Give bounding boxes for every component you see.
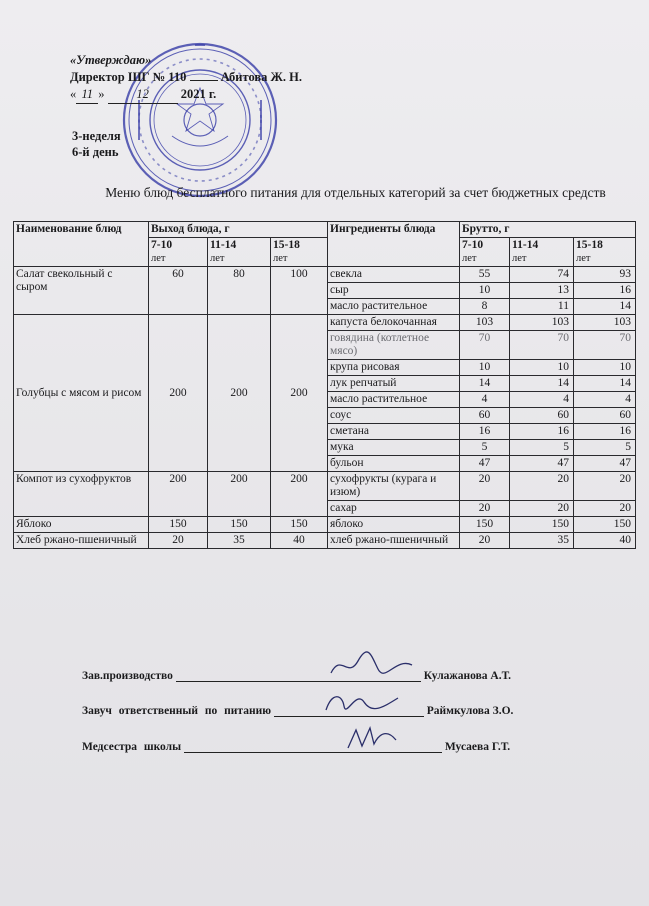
menu-body [14,267,636,549]
dish-output: 200 [149,315,208,472]
dish-output: 200 [208,472,271,517]
ingredient-brutto: 4 [460,392,510,408]
approval-year: 2021 г. [180,87,217,101]
table-row [14,315,636,331]
ingredient-name: яблоко [328,517,460,533]
handwritten-signature [322,686,402,716]
dish-output: 60 [149,267,208,315]
ingredient-brutto: 5 [510,440,574,456]
ingredient-name: масло растительное [328,392,460,408]
ingredient-brutto: 150 [574,517,636,533]
ingredient-brutto: 103 [510,315,574,331]
dish-name: Салат свекольный с сыром [14,267,149,315]
ingredient-brutto: 150 [460,517,510,533]
dish-output: 150 [208,517,271,533]
schedule-block [72,128,121,160]
age-11-14: 11-14 лет [208,238,271,267]
dish-output: 150 [149,517,208,533]
age-15-18: 15-18 лет [271,238,328,267]
approval-month: 12 [108,86,178,104]
day-label: 6-й день [72,145,119,159]
ingredient-brutto: 14 [574,376,636,392]
header-brutto: Брутто, г [460,222,636,238]
dish-output: 200 [271,472,328,517]
signature-role: Медсестра школы [82,741,182,753]
ingredient-name: сухофрукты (курага и изюм) [328,472,460,501]
week-label: 3-неделя [72,129,121,143]
dish-output: 200 [271,315,328,472]
ingredient-brutto: 14 [574,299,636,315]
ingredient-brutto: 20 [574,501,636,517]
dish-output: 200 [208,315,271,472]
ingredient-name: свекла [328,267,460,283]
ingredient-name: крупа рисовая [328,360,460,376]
ingredient-brutto: 5 [460,440,510,456]
age-7-10: 7-10 лет [149,238,208,267]
table-row [14,517,636,533]
dish-name: Яблоко [14,517,149,533]
signature-line-production [82,669,511,682]
ingredient-brutto: 16 [574,424,636,440]
director-prefix: Директор [70,70,125,84]
ingredient-brutto: 10 [510,360,574,376]
ingredient-brutto: 60 [510,408,574,424]
director-signature-line [190,80,218,81]
ingredient-name: сыр [328,283,460,299]
brutto-age-7-10: 7-10 лет [460,238,510,267]
ingredient-brutto: 60 [574,408,636,424]
ingredient-brutto: 20 [460,501,510,517]
signature-role: Зав.производство [82,670,173,682]
header-dish: Наименование блюд [14,222,149,267]
brutto-age-15-18: 15-18 лет [574,238,636,267]
ingredient-brutto: 20 [510,501,574,517]
ingredient-name: мука [328,440,460,456]
ingredient-name: хлеб ржано-пшеничный [328,533,460,549]
ingredient-brutto: 20 [510,472,574,501]
ingredient-brutto: 10 [574,360,636,376]
ingredient-brutto: 93 [574,267,636,283]
ingredient-brutto: 60 [460,408,510,424]
ingredient-brutto: 40 [574,533,636,549]
ingredient-name: соус [328,408,460,424]
dish-output: 100 [271,267,328,315]
ingredient-brutto: 70 [574,331,636,360]
approval-day: 11 [76,86,98,104]
dish-output: 20 [149,533,208,549]
signature-blank [184,740,442,753]
ingredient-brutto: 11 [510,299,574,315]
ingredient-brutto: 70 [460,331,510,360]
ingredient-brutto: 47 [510,456,574,472]
dish-output: 150 [271,517,328,533]
signature-name: Кулажанова А.Т. [423,670,511,682]
ingredient-name: масло растительное [328,299,460,315]
ingredient-brutto: 5 [574,440,636,456]
brutto-age-11-14: 11-14 лет [510,238,574,267]
ingredient-brutto: 16 [510,424,574,440]
table-row [14,472,636,501]
ingredient-brutto: 10 [460,360,510,376]
signature-line-deputy [82,704,513,717]
ingredient-name: сахар [328,501,460,517]
ingredient-brutto: 13 [510,283,574,299]
ingredient-brutto: 8 [460,299,510,315]
dish-output: 40 [271,533,328,549]
director-name: Абитова Ж. Н. [220,70,302,84]
signature-role: Завуч ответственный по питанию [82,705,271,717]
ingredient-name: бульон [328,456,460,472]
ingredient-brutto: 20 [460,533,510,549]
ingredient-brutto: 4 [574,392,636,408]
ingredient-brutto: 14 [510,376,574,392]
ingredient-name: сметана [328,424,460,440]
signature-blank [274,704,424,717]
dish-output: 35 [208,533,271,549]
ingredient-brutto: 47 [460,456,510,472]
ingredient-brutto: 150 [510,517,574,533]
ingredient-name: лук репчатый [328,376,460,392]
table-row [14,533,636,549]
ingredient-name: капуста белокочанная [328,315,460,331]
header-ingredients: Ингредиенты блюда [328,222,460,267]
ingredient-brutto: 20 [574,472,636,501]
menu-table [13,221,636,549]
document-title: Меню блюд бесплатного питания для отдельных категорий за счет бюджетных средств [105,185,606,200]
ingredient-brutto: 103 [460,315,510,331]
dish-name: Компот из сухофруктов [14,472,149,517]
ingredient-brutto: 103 [574,315,636,331]
approval-block: «Утверждаю» Директор ШГ № 110 Абитова Ж. Н. « 11 » 12 2021 г. [70,52,302,104]
ingredient-name: говядина (котлетное мясо) [328,331,460,360]
ingredient-brutto: 14 [460,376,510,392]
ingredient-brutto: 16 [574,283,636,299]
dish-name: Хлеб ржано-пшеничный [14,533,149,549]
ingredient-brutto: 55 [460,267,510,283]
handwritten-signature [344,722,404,752]
dish-output: 200 [149,472,208,517]
ingredient-brutto: 16 [460,424,510,440]
header-row [14,222,636,238]
dish-name: Голубцы с мясом и рисом [14,315,149,472]
header-output: Выход блюда, г [149,222,328,238]
ingredient-brutto: 10 [460,283,510,299]
signature-line-nurse [82,740,510,753]
approval-heading: «Утверждаю» [70,53,152,67]
ingredient-brutto: 4 [510,392,574,408]
dish-output: 80 [208,267,271,315]
table-row [14,267,636,283]
signature-name: Раймкулова З.О. [426,705,514,717]
ingredient-brutto: 70 [510,331,574,360]
ingredient-brutto: 20 [460,472,510,501]
signature-name: Мусаева Г.Т. [444,741,511,753]
handwritten-signature [326,651,416,681]
ingredient-brutto: 35 [510,533,574,549]
signature-blank [176,669,421,682]
ingredient-brutto: 74 [510,267,574,283]
school-number: ШГ № 110 [127,70,187,84]
ingredient-brutto: 47 [574,456,636,472]
